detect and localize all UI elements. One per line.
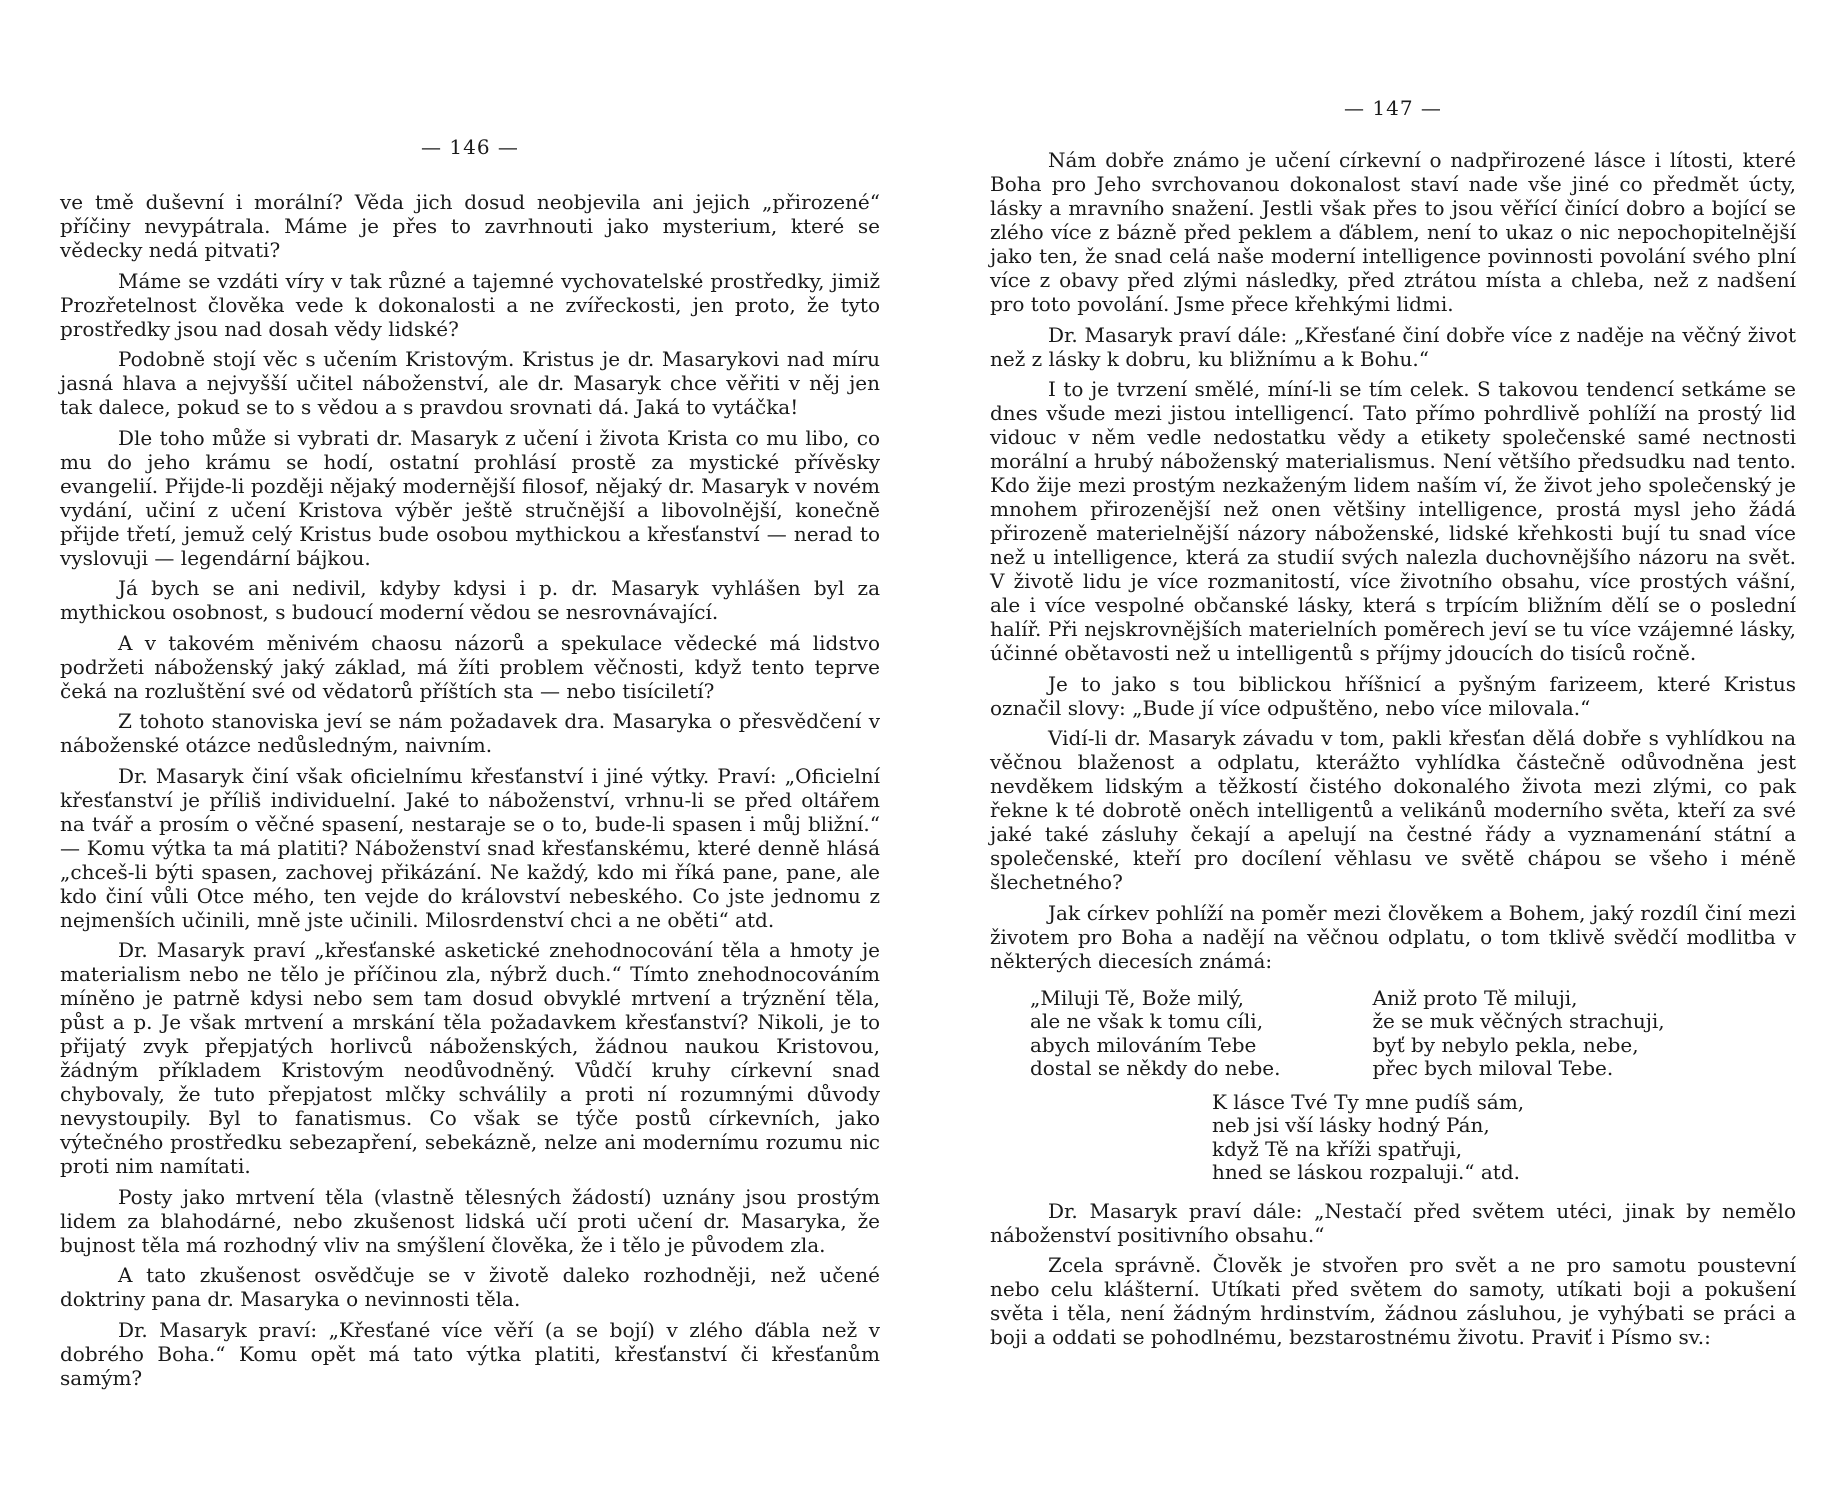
- page-number: — 147 —: [1344, 96, 1442, 120]
- paragraph: Dr. Masaryk činí však oficielnímu křesťanství i jiné výtky. Praví: „Oficielní křesťanství je příliš individuelní. Jaké to náboženství, vrhnu-li se před oltářem na tvář a prosím o věčné spasení, nestaraje se o to, bude-li spasen i můj bližní.“ — Komu výtka ta má platiti? Náboženství snad křesťanskému, které denně hlásá „chceš-li býti spasen, zachovej přikázání. Ne každý, kdo mi říká pane, pane, ale kdo činí vůli Otce mého, ten vejde do království nebeského. Co jste jednomu z nejmenších učinili, mně jste učinili. Milosrdenství chci a ne oběti“ atd.: [60, 763, 880, 932]
- paragraph: Nám dobře známo je učení církevní o nadpřirozené lásce i lítosti, které Boha pro Jeho svrchovanou dokonalost staví nade vše jiné co předmět úcty, lásky a mravního snažení. Jestli však přes to jsou věřící činící dobro a bojící se zlého více z bázně před peklem a ďáblem, není to ukaz o nic nepochopitelnější jako ten, že snad celá naše moderní intelligence povinnosti povolání svého plní více z obavy před zlými následky, před ztrátou místa a chleba, než z nadšení pro toto povolání. Jsme přece křehkými lidmi.: [990, 148, 1796, 316]
- poem-line: byť by nebylo pekla, nebe,: [1372, 1032, 1639, 1057]
- paragraph: A tato zkušenost osvědčuje se v životě daleko rozhodněji, než učené doktriny pana dr. Masaryka o nevinnosti těla.: [60, 1263, 880, 1311]
- paragraph: A v takovém měnivém chaosu názorů a spekulace vědecké má lidstvo podržeti náboženský jaký základ, má žíti problem věčnosti, když tento teprve čeká na rozluštění své od vědatorů příštích sta — nebo tisíciletí?: [60, 630, 880, 703]
- paragraph: Je to jako s tou biblickou hříšnicí a pyšným farizeem, které Kristus označil slovy: „Bude jí více odpuštěno, nebo více milovala.“: [990, 671, 1796, 720]
- paragraph: Dle toho může si vybrati dr. Masaryk z učení i života Krista co mu libo, co mu do jeho krámu se hodí, ostatní prohlásí prostě za mystické přívěsky evangelií. Přijde-li později nějaký modernější filosof, nějaký dr. Masaryk v novém vydání, učiní z učení Kristova výběr ještě stručnější a libovolnější, konečně přijde třetí, jemuž celý Kristus bude osobou mythickou a křesťanství — nerad to vyslovuji — legendární bájkou.: [60, 425, 880, 570]
- paragraph: I to je tvrzení smělé, míní-li se tím celek. S takovou tendencí setkáme se dnes všude mezi jistou intelligencí. Tato přímo pohrdlivě pohlíží na prostý lid vidouc v něm vedle nedostatku vědy a etikety společenské samé nectnosti morální a hrubý náboženský materialismus. Není většího předsudku nad tento. Kdo žije mezi prostým nezkaženým lidem naším ví, že život jeho společenský je mnohem přirozenější než onen většiny intelligence, prostá mysl jeho žádá přirozeně materielnější názory náboženské, lidské křehkosti bují tu snad více než u intelligence, která za studií svých nalezla duchovnějšího názoru na svět. V životě lidu je více rozmanitostí, více životního obsahu, více prostých vášní, ale i více vespolné občanské lásky, která s trpícím bližním dělí se o poslední halíř. Při nejskrovnějších materielních poměrech jeví se tu více vzájemné lásky, účinné obětavosti než u intelligentů s příjmy jdoucích do tisíců ročně.: [990, 377, 1796, 665]
- poem-line: neb jsi vší lásky hodný Pán,: [1212, 1113, 1490, 1137]
- prayer-poem: [1030, 987, 1796, 1081]
- paragraph: Dr. Masaryk praví: „Křesťané více věří (a se bojí) v zlého ďábla než v dobrého Boha.“ Komu opět má tato výtka platiti, křesťanství či křesťanům samým?: [60, 1317, 880, 1390]
- paragraph: Vidí-li dr. Masaryk závadu v tom, pakli křesťan dělá dobře s vyhlídkou na věčnou blaženost a odplatu, kterážto vyhlídka částečně odůvodněna jest nevděkem lidským a těžkostí čistého dokonalého života mezi zlými, co pak řekne k té dobrotě oněch intelligentů a velikánů moderního světa, kteří za své jaké také zásluhy čekají a apelují na čestné řády a vyznamenání státní a společenské, kteří pro docílení věhlasu ve světě chápou se všeho i méně šlechetného?: [990, 726, 1796, 894]
- page-text: [990, 148, 1796, 1356]
- poem-line: dostal se někdy do nebe.: [1030, 1056, 1281, 1080]
- paragraph: Máme se vzdáti víry v tak různé a tajemné vychovatelské prostředky, jimiž Prozřetelnost člověka vede k dokonalosti a ne zvířeckosti, jen proto, že tyto prostředky jsou nad dosah vědy lidské?: [60, 268, 880, 341]
- poem-stanza-left: [1030, 987, 1281, 1081]
- paragraph: Dr. Masaryk praví dále: „Nestačí před světem utéci, jinak by nemělo náboženství positivního obsahu.“: [990, 1198, 1796, 1247]
- paragraph: Posty jako mrtvení těla (vlastně tělesných žádostí) uznány jsou prostým lidem za blahodárné, nebo zkušenost lidská učí proti učení dr. Masaryka, že bujnost těla má rozhodný vliv na smýšlení člověka, že i tělo je původem zla.: [60, 1184, 880, 1257]
- paragraph: Jak církev pohlíží na poměr mezi člověkem a Bohem, jaký rozdíl činí mezi životem pro Boha a nadějí na věčnou odplatu, o tom tklivě svědčí modlitba v některých diecesích známá:: [990, 900, 1796, 973]
- poem-stanza-right: [1373, 987, 1665, 1081]
- page-text: [60, 190, 880, 1396]
- page-number: — 146 —: [421, 135, 519, 159]
- paragraph: Z tohoto stanoviska jeví se nám požadavek dra. Masaryka o přesvědčení v náboženské otázce nedůsledným, naivním.: [60, 709, 880, 757]
- paragraph: ve tmě duševní i morální? Věda jich dosud neobjevila ani jejich „přirozené“ příčiny nevypátrala. Máme je přes to zavrhnouti jako mysterium, které se vědecky nedá pitvati?: [60, 190, 880, 262]
- poem-line: ale ne však k tomu cíli,: [1030, 1009, 1264, 1033]
- poem-line: že se muk věčných strachuji,: [1372, 1009, 1665, 1033]
- poem-line: K lásce Tvé Ty mne pudíš sám,: [1212, 1089, 1525, 1114]
- poem-line: „Miluji Tě, Bože milý,: [1030, 985, 1245, 1010]
- poem-stanza-center: [1212, 1091, 1796, 1185]
- paragraph: Zcela správně. Člověk je stvořen pro svět a ne pro samotu poustevní nebo celu klášterní. Utíkati před světem do samoty, utíkati boji a pokušení světa i těla, není žádným hrdinstvím, žádnou zásluhou, je vyhýbati se práci a boji a oddati se pohodlnému, bezstarostnému životu. Praviť i Písmo sv.:: [990, 1253, 1796, 1349]
- paragraph: Já bych se ani nedivil, kdyby kdysi i p. dr. Masaryk vyhlášen byl za mythickou osobnost, s budoucí moderní vědou se nesrovnávající.: [60, 576, 880, 624]
- poem-line: abych milováním Tebe: [1030, 1032, 1257, 1057]
- paragraph: Podobně stojí věc s učením Kristovým. Kristus je dr. Masarykovi nad míru jasná hlava a nejvyšší učitel náboženství, ale dr. Masaryk chce věřiti v něj jen tak dalece, pokud se to s vědou a s pravdou srovnati dá. Jaká to vytáčka!: [60, 347, 880, 419]
- paragraph: Dr. Masaryk praví „křesťanské asketické znehodnocování těla a hmoty je materialism nebo ne tělo je příčinou zla, nýbrž duch.“ Tímto znehodnocováním míněno je patrně kdysi nebo sem tam dosud obvyklé mrtvení a trýznění těla, půst a p. Je však mrtvení a mrskání těla požadavkem křesťanství? Nikoli, je to přijatý zvyk přepjatých horlivců náboženských, žádnou naukou Kristovou, žádným příkladem Kristovým neodůvodněný. Vůdčí kruhy církevní snad chybovaly, že tuto přepjatost mlčky schválily a proti ní rozumnými důvody nevystoupily. Byl to fanatismus. Co však se týče postů církevních, jako výtečného prostředku sebezapření, sebekázně, nelze ani modernímu rozumu nic proti nim namítati.: [60, 938, 880, 1178]
- poem-line: Aniž proto Tě miluji,: [1372, 985, 1578, 1010]
- poem-line: když Tě na kříži spatřuji,: [1212, 1136, 1463, 1161]
- poem-line: hned se láskou rozpaluji.“ atd.: [1212, 1160, 1520, 1184]
- paragraph: Dr. Masaryk praví dále: „Křesťané činí dobře více z naděje na věčný život než z lásky k dobru, ku bližnímu a k Bohu.“: [990, 322, 1796, 371]
- poem-line: přec bych miloval Tebe.: [1372, 1056, 1614, 1080]
